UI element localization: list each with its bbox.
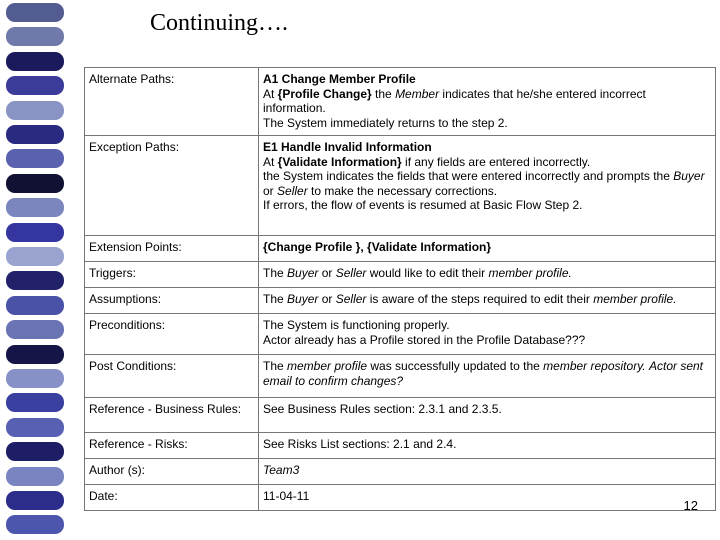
table-row	[85, 433, 716, 459]
row-value	[259, 355, 716, 398]
value-line	[263, 292, 711, 307]
strip-block	[6, 52, 64, 71]
value-text: would like to edit their	[366, 266, 489, 280]
row-label: Alternate Paths:	[85, 68, 259, 136]
row-label: Assumptions:	[85, 288, 259, 314]
row-value	[259, 314, 716, 355]
row-label: Post Conditions:	[85, 355, 259, 398]
value-line	[263, 489, 711, 504]
value-line	[263, 184, 711, 199]
value-text: Team3	[263, 463, 300, 477]
value-text: member repository.	[543, 359, 646, 373]
value-text: At	[263, 154, 278, 169]
value-text: The System immediately returns to the step 2.	[263, 115, 508, 130]
strip-block	[6, 296, 64, 315]
value-line	[263, 240, 711, 255]
strip-block	[6, 101, 64, 120]
value-text: Buyer	[287, 266, 319, 280]
value-text: See Business Rules section: 2.3.1 and 2.3.5.	[263, 402, 502, 416]
value-line	[263, 198, 711, 213]
page-number: 12	[683, 498, 698, 513]
strip-block	[6, 345, 64, 364]
value-line	[263, 333, 711, 348]
value-text: A1 Change Member Profile	[263, 72, 416, 86]
value-line	[263, 87, 711, 116]
table-row	[85, 355, 716, 398]
row-value	[259, 459, 716, 485]
slide-title: Continuing….	[150, 10, 289, 36]
value-text: or	[318, 266, 336, 280]
row-value	[259, 485, 716, 511]
value-line	[263, 116, 711, 131]
row-value	[259, 398, 716, 433]
table-row	[85, 68, 716, 136]
strip-block	[6, 76, 64, 95]
value-text: Seller	[335, 266, 367, 280]
value-line	[263, 374, 711, 389]
value-line	[263, 463, 711, 478]
table-row	[85, 485, 716, 511]
row-label: Date:	[85, 485, 259, 511]
value-text: the	[371, 86, 396, 101]
strip-block	[6, 369, 64, 388]
row-value	[259, 288, 716, 314]
value-text: Actor sent	[648, 359, 704, 373]
table-row	[85, 288, 716, 314]
row-label: Reference - Business Rules:	[85, 398, 259, 433]
value-line	[263, 359, 711, 374]
table-row	[85, 262, 716, 288]
value-text: the System indicates the fields that were entered incorrectly and prompts the	[263, 169, 674, 183]
strip-block	[6, 271, 64, 290]
row-label: Exception Paths:	[85, 136, 259, 236]
value-line	[263, 402, 711, 417]
strip-block	[6, 198, 64, 217]
value-line	[263, 437, 711, 452]
row-label: Extension Points:	[85, 236, 259, 262]
value-text: {Validate Information}	[277, 154, 402, 169]
strip-block	[6, 467, 64, 486]
value-text: See Risks List sections: 2.1 and 2.4.	[263, 437, 457, 451]
value-text: {Profile Change}	[277, 86, 372, 101]
value-text: E1 Handle Invalid Information	[263, 140, 432, 154]
value-text: is aware of the steps required to edit their	[366, 292, 594, 306]
value-text: Buyer	[287, 292, 319, 306]
strip-block	[6, 491, 64, 510]
value-text: or	[263, 183, 278, 198]
strip-block	[6, 393, 64, 412]
value-line	[263, 169, 711, 184]
strip-block	[6, 149, 64, 168]
value-text: At	[263, 86, 278, 101]
table-row	[85, 136, 716, 236]
strip-block	[6, 3, 64, 22]
value-text: to make the necessary corrections.	[307, 183, 498, 198]
strip-block	[6, 515, 64, 534]
value-text: or	[318, 292, 336, 306]
strip-block	[6, 174, 64, 193]
value-text: member profile.	[593, 292, 677, 306]
strip-block	[6, 125, 64, 144]
table-row	[85, 398, 716, 433]
table-row	[85, 459, 716, 485]
value-text: Buyer	[673, 169, 705, 183]
value-text: Member	[395, 86, 440, 101]
value-text: 11-04-11	[263, 489, 310, 503]
value-text: member profile	[287, 359, 368, 373]
row-value	[259, 236, 716, 262]
value-text: {Change Profile }, {Validate Information}	[263, 240, 492, 254]
value-line	[263, 140, 711, 155]
value-text: was successfully updated to the	[367, 359, 544, 373]
strip-block	[6, 27, 64, 46]
use-case-table	[84, 67, 716, 511]
strip-block	[6, 247, 64, 266]
row-value	[259, 262, 716, 288]
value-text: email to confirm changes?	[263, 373, 404, 388]
value-line	[263, 318, 711, 333]
strip-block	[6, 320, 64, 339]
row-value	[259, 136, 716, 236]
value-line	[263, 155, 711, 170]
strip-block	[6, 418, 64, 437]
value-text: The System is functioning properly.	[263, 318, 450, 332]
table-row	[85, 314, 716, 355]
value-text: if any fields are entered incorrectly.	[401, 154, 591, 169]
value-text: The	[263, 292, 288, 306]
strip-block	[6, 223, 64, 242]
row-value	[259, 433, 716, 459]
value-line	[263, 72, 711, 87]
strip-block	[6, 442, 64, 461]
value-line	[263, 266, 711, 281]
decorative-side-strip	[0, 0, 70, 540]
row-label: Triggers:	[85, 262, 259, 288]
value-text: indicates that he/she entered incorrect information.	[263, 86, 646, 115]
value-text: The	[263, 266, 288, 280]
row-label: Reference - Risks:	[85, 433, 259, 459]
value-text: If errors, the flow of events is resumed at Basic Flow Step 2.	[263, 198, 583, 212]
value-text: Seller	[277, 183, 308, 198]
value-text: The	[263, 359, 288, 373]
value-text: Seller	[335, 292, 367, 306]
value-text: Actor already has a Profile stored in the Profile Database???	[263, 332, 586, 347]
row-label: Preconditions:	[85, 314, 259, 355]
row-label: Author (s):	[85, 459, 259, 485]
row-value	[259, 68, 716, 136]
value-text: member profile.	[488, 266, 572, 280]
table-row	[85, 236, 716, 262]
